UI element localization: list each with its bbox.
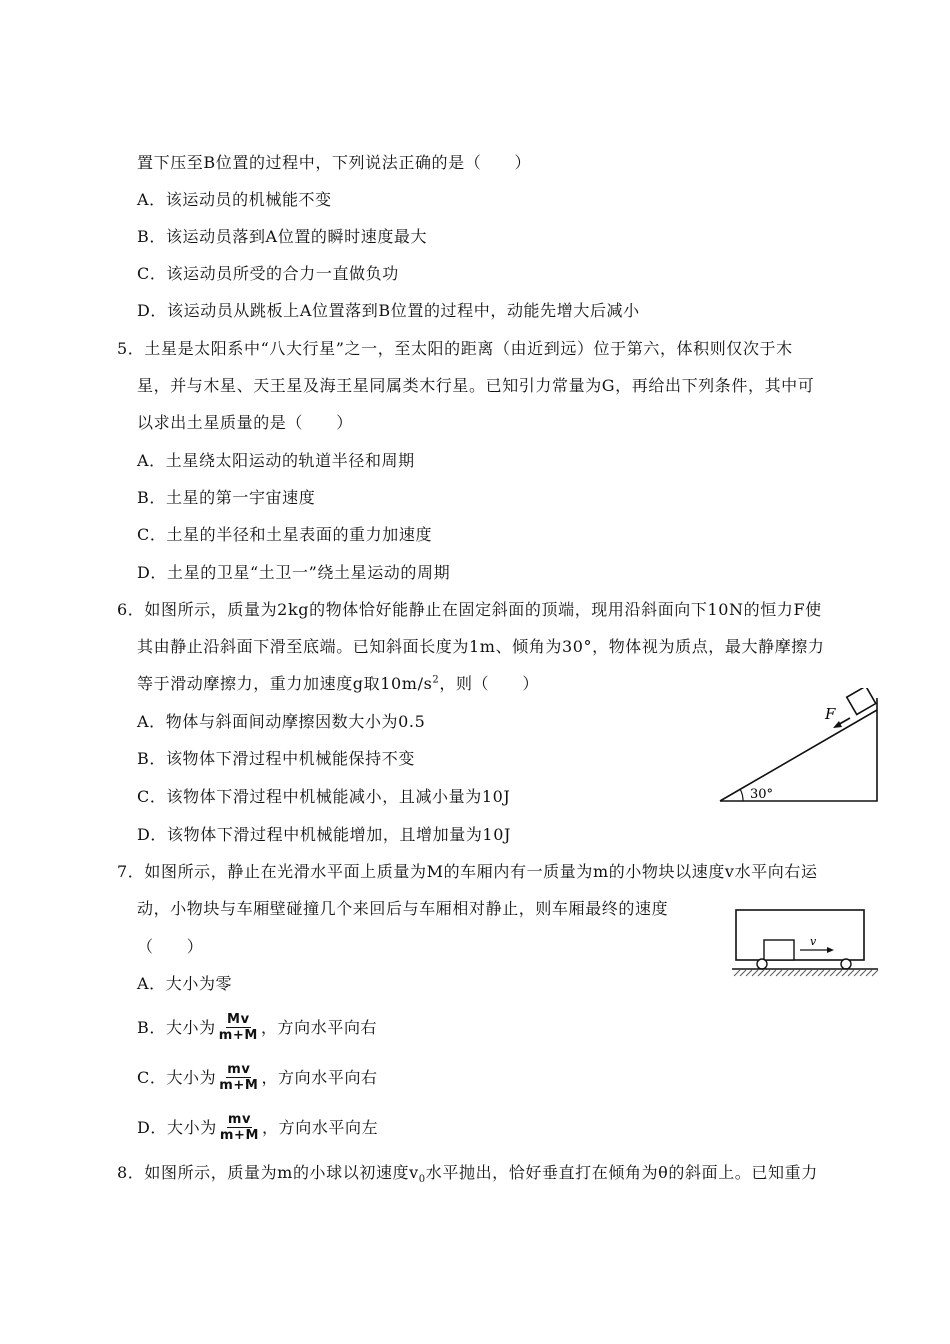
incline-edges	[720, 698, 877, 801]
q6-stem-line1: 6．如图所示，质量为2kg的物体恰好能静止在固定斜面的顶端，现用沿斜面向下10N的恒力F使	[117, 600, 822, 619]
q6-option-a: A．物体与斜面间动摩擦因数大小为0.5	[137, 712, 426, 731]
ground-hatching	[734, 970, 878, 976]
q6-option-d: D．该物体下滑过程中机械能增加，且增加量为10J	[137, 825, 512, 844]
fraction-mv-over-total: $\frac{mv}{m+M}$	[219, 1112, 260, 1143]
q4-option-c: C．该运动员所受的合力一直做负功	[137, 264, 399, 283]
fraction-mv-over-total: $\frac{mv}{m+M}$	[219, 1062, 259, 1093]
q7-stem-line1: 7．如图所示，静止在光滑水平面上质量为M的车厢内有一质量为m的小物块以速度v水平向右运	[117, 862, 818, 881]
q6-option-c: C．该物体下滑过程中机械能减小，且减小量为10J	[137, 787, 511, 806]
q7-option-c: C．大小为 $\frac{mv}{m+M}$ ，方向水平向右	[137, 1062, 378, 1093]
q7-option-b: B．大小为 $\frac{Mv}{m+M}$ ，方向水平向右	[137, 1012, 378, 1043]
q4-option-a: A．该运动员的机械能不变	[137, 190, 332, 209]
q5-option-a: A．土星绕太阳运动的轨道半径和周期	[137, 451, 415, 470]
carriage-figure	[726, 906, 884, 978]
q5-option-d: D．土星的卫星“土卫一”绕土星运动的周期	[137, 563, 451, 582]
left-wheel	[757, 959, 767, 969]
angle-label: 30°	[750, 787, 774, 802]
q5-stem-line1: 5．土星是太阳系中“八大行星”之一，至太阳的距离（由近到远）位于第六，体积则仅次于木	[117, 339, 793, 358]
q4-option-d: D．该运动员从跳板上A位置落到B位置的过程中，动能先增大后减小	[137, 301, 640, 320]
q7-option-d: D．大小为 $\frac{mv}{m+M}$ ，方向水平向左	[137, 1112, 379, 1143]
q7-option-a: A．大小为零	[137, 974, 233, 993]
fraction-mv-over-total: $\frac{Mv}{m+M}$	[218, 1012, 258, 1043]
q4-option-b: B．该运动员落到A位置的瞬时速度最大	[137, 227, 428, 246]
velocity-label: v	[810, 935, 817, 948]
q5-stem-line3: 以求出土星质量的是（ ）	[137, 413, 353, 432]
q5-option-b: B．土星的第一宇宙速度	[137, 488, 316, 507]
q8-stem-line1: 8．如图所示，质量为m的小球以初速度$v_0$水平抛出，恰好垂直打在倾角为θ的斜面上。已知重力	[117, 1163, 818, 1186]
q5-stem-line2: 星，并与木星、天王星及海王星同属类木行星。已知引力常量为G，再给出下列条件，其中可	[137, 376, 815, 395]
carriage-body	[736, 910, 864, 960]
q4-stem-continuation: 置下压至B位置的过程中，下列说法正确的是（ ）	[137, 153, 532, 172]
right-wheel	[841, 959, 851, 969]
q6-stem-line3: 等于滑动摩擦力，重力加速度g取$10m/s^2$，则（ ）	[137, 674, 539, 693]
force-label: F	[825, 705, 836, 723]
q5-option-c: C．土星的半径和土星表面的重力加速度	[137, 525, 433, 544]
q6-stem-line2: 其由静止沿斜面下滑至底端。已知斜面长度为1m、倾角为30°，物体视为质点，最大静摩擦力	[137, 637, 825, 656]
small-block	[764, 940, 794, 960]
block-on-incline	[847, 688, 876, 715]
angle-arc	[740, 789, 743, 801]
q7-stem-line2: 动，小物块与车厢壁碰撞几个来回后与车厢相对静止，则车厢最终的速度	[137, 899, 669, 918]
q7-stem-line3: （ ）	[137, 937, 204, 956]
q6-option-b: B．该物体下滑过程中机械能保持不变	[137, 749, 415, 768]
incline-surface	[720, 710, 877, 801]
incline-figure	[712, 688, 884, 808]
